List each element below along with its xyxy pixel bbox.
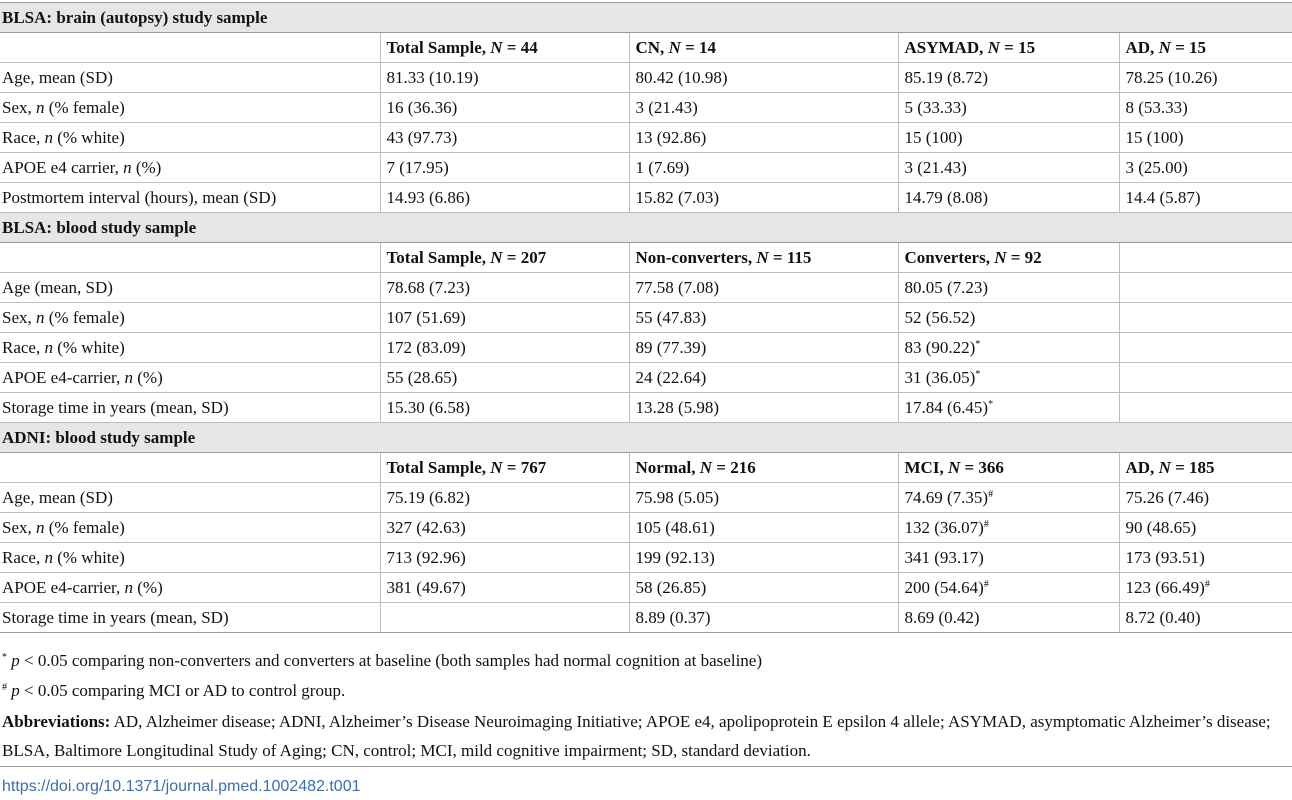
cell-value: 74.69 (7.35): [904, 487, 989, 507]
row-label: [0, 63, 380, 93]
cell-value: 31 (36.05): [904, 367, 976, 387]
table-row: [0, 363, 1292, 393]
table-cell: [898, 333, 1119, 363]
column-header-label: Converters,: [904, 247, 995, 267]
table-cell: [898, 303, 1119, 333]
column-header: Normal, N = 216: [629, 453, 898, 483]
table-cell: [629, 333, 898, 363]
table-body: [0, 3, 1292, 633]
table-cell: [1119, 93, 1292, 123]
table-cell: [629, 513, 898, 543]
row-label-text: (% female): [44, 97, 125, 117]
column-header-label: MCI,: [904, 457, 948, 477]
table-cell: [380, 483, 629, 513]
cell-value: 80.42 (10.98): [635, 67, 728, 87]
n-symbol: N: [1158, 457, 1171, 477]
table-cell: [1119, 183, 1292, 213]
cell-value: 15 (100): [904, 127, 963, 147]
column-header-label: Total Sample,: [386, 457, 491, 477]
table-cell: [380, 123, 629, 153]
column-header-label: AD,: [1125, 457, 1159, 477]
row-label-text: Race,: [2, 337, 45, 357]
table-cell: [629, 573, 898, 603]
n-symbol: n: [124, 577, 134, 597]
cell-value: 173 (93.51): [1125, 547, 1205, 567]
table-row: [0, 183, 1292, 213]
cell-value: 75.98 (5.05): [635, 487, 720, 507]
cell-value: 3 (21.43): [904, 157, 967, 177]
sample-size: 366: [978, 457, 1004, 477]
header-blank-cell: [0, 453, 380, 483]
cell-value: 199 (92.13): [635, 547, 715, 567]
cell-value: 15 (100): [1125, 127, 1184, 147]
p-symbol: p: [11, 681, 20, 700]
significance-mark: #: [988, 488, 994, 500]
doi-link[interactable]: https://doi.org/10.1371/journal.pmed.1002482.t001: [2, 778, 361, 795]
n-symbol: N: [947, 457, 961, 477]
row-label: [0, 483, 380, 513]
column-header: CN, N = 14: [629, 33, 898, 63]
table-cell: [1119, 603, 1292, 633]
cell-value: 17.84 (6.45): [904, 397, 989, 417]
table-cell: [1119, 123, 1292, 153]
row-label: [0, 333, 380, 363]
sample-size: 92: [1024, 247, 1042, 267]
column-header: Converters, N = 92: [898, 243, 1119, 273]
significance-mark: *: [988, 398, 994, 410]
row-label-text: Race,: [2, 547, 45, 567]
cell-value: 5 (33.33): [904, 97, 967, 117]
table-cell: [380, 273, 629, 303]
table-cell: [1119, 303, 1292, 333]
table-cell: [1119, 153, 1292, 183]
abbreviations-note: [2, 707, 1282, 765]
demographics-table: [0, 2, 1292, 633]
column-header-label: Non-converters,: [635, 247, 757, 267]
cell-value: 3 (25.00): [1125, 157, 1188, 177]
n-symbol: N: [490, 247, 503, 267]
cell-value: 81.33 (10.19): [386, 67, 479, 87]
n-symbol: N: [668, 37, 681, 57]
cell-value: 123 (66.49): [1125, 577, 1205, 597]
cell-value: 14.93 (6.86): [386, 187, 471, 207]
row-label-text: Age (mean, SD): [2, 277, 113, 297]
cell-value: 58 (26.85): [635, 577, 707, 597]
column-header-label: Total Sample,: [386, 37, 491, 57]
table-cell: [629, 303, 898, 333]
cell-value: 24 (22.64): [635, 367, 707, 387]
column-header: [1119, 243, 1292, 273]
n-symbol: N: [1158, 37, 1171, 57]
row-label: [0, 273, 380, 303]
table-cell: [629, 63, 898, 93]
footnotes: [2, 646, 1282, 765]
column-header-label: AD,: [1125, 37, 1159, 57]
table-cell: [629, 273, 898, 303]
column-header: MCI, N = 366: [898, 453, 1119, 483]
section-title: BLSA: blood study sample: [0, 213, 1292, 243]
table-cell: [380, 573, 629, 603]
n-symbol: n: [124, 367, 134, 387]
section-title-row: [0, 3, 1292, 33]
sample-size: 14: [699, 37, 717, 57]
cell-value: 75.19 (6.82): [386, 487, 471, 507]
row-label-text: (% female): [44, 517, 125, 537]
cell-value: 13 (92.86): [635, 127, 707, 147]
table-row: [0, 513, 1292, 543]
row-label: [0, 93, 380, 123]
row-label: [0, 573, 380, 603]
row-label-text: Race,: [2, 127, 45, 147]
section-title-row: [0, 213, 1292, 243]
row-label-text: (% female): [44, 307, 125, 327]
table-cell: [898, 93, 1119, 123]
table-cell: [629, 363, 898, 393]
cell-value: 83 (90.22): [904, 337, 976, 357]
column-header-label: Normal,: [635, 457, 700, 477]
table-cell: [898, 573, 1119, 603]
table-cell: [1119, 573, 1292, 603]
cell-value: 713 (92.96): [386, 547, 466, 567]
table-row: [0, 483, 1292, 513]
table-row: [0, 393, 1292, 423]
abbreviations-label: Abbreviations:: [2, 712, 111, 731]
cell-value: 55 (28.65): [386, 367, 458, 387]
significance-mark: #: [1204, 578, 1210, 590]
table-row: [0, 93, 1292, 123]
table-cell: [380, 153, 629, 183]
cell-value: 381 (49.67): [386, 577, 466, 597]
sample-size: 115: [786, 247, 812, 267]
row-label-text: (% white): [52, 547, 125, 567]
cell-value: 1 (7.69): [635, 157, 690, 177]
column-header-label: CN,: [635, 37, 669, 57]
column-header-label: ASYMAD,: [904, 37, 988, 57]
row-label-text: APOE e4 carrier,: [2, 157, 124, 177]
n-symbol: n: [44, 547, 53, 567]
table-cell: [898, 63, 1119, 93]
n-symbol: n: [44, 337, 53, 357]
footnote-mci-ad: [2, 676, 1282, 706]
row-label-text: Storage time in years (mean, SD): [2, 607, 229, 627]
table-cell: [380, 393, 629, 423]
table-cell: [898, 513, 1119, 543]
row-label-text: (% white): [52, 337, 125, 357]
column-header: AD, N = 185: [1119, 453, 1292, 483]
row-label-text: Postmortem interval (hours), mean (SD): [2, 187, 277, 207]
cell-value: 132 (36.07): [904, 517, 984, 537]
n-symbol: N: [699, 457, 712, 477]
cell-value: 15.30 (6.58): [386, 397, 471, 417]
table-cell: [380, 63, 629, 93]
sample-size: 15: [1189, 37, 1207, 57]
column-header-row: [0, 243, 1292, 273]
row-label: [0, 393, 380, 423]
table-row: [0, 303, 1292, 333]
table-cell: [380, 93, 629, 123]
sample-size: 207: [520, 247, 547, 267]
table-cell: [898, 393, 1119, 423]
cell-value: 8.89 (0.37): [635, 607, 711, 627]
n-symbol: N: [490, 37, 503, 57]
sample-size: 185: [1189, 457, 1215, 477]
cell-value: 14.79 (8.08): [904, 187, 989, 207]
column-header: AD, N = 15: [1119, 33, 1292, 63]
cell-value: 341 (93.17): [904, 547, 984, 567]
n-symbol: n: [44, 127, 53, 147]
row-label-text: Sex,: [2, 97, 36, 117]
table-cell: [1119, 63, 1292, 93]
cell-value: 75.26 (7.46): [1125, 487, 1210, 507]
sample-size: 216: [730, 457, 756, 477]
cell-value: 43 (97.73): [386, 127, 458, 147]
table-row: [0, 153, 1292, 183]
footnote-mark: #: [2, 682, 7, 693]
row-label-text: Sex,: [2, 307, 36, 327]
row-label-text: (% white): [52, 127, 125, 147]
cell-value: 105 (48.61): [635, 517, 715, 537]
table-row: [0, 603, 1292, 633]
column-header: Total Sample, N = 44: [380, 33, 629, 63]
table-cell: [380, 183, 629, 213]
row-label-text: Storage time in years (mean, SD): [2, 397, 229, 417]
table-cell: [629, 603, 898, 633]
table-cell: [380, 543, 629, 573]
abbreviations-text: AD, Alzheimer disease; ADNI, Alzheimer’s Disease Neuroimaging Initiative; APOE e4, apolipoprotein E epsilon 4 allele; ASYMAD, asymptomatic Alzheimer’s disease; BLSA, Baltimore Longitudinal Study of Aging; CN, control; MCI, mild cognitive impairment; SD, standard deviation.: [2, 712, 1271, 760]
cell-value: 89 (77.39): [635, 337, 707, 357]
n-symbol: n: [36, 307, 45, 327]
row-label-text: (%): [133, 367, 163, 387]
cell-value: 3 (21.43): [635, 97, 698, 117]
cell-value: 200 (54.64): [904, 577, 984, 597]
table-row: [0, 63, 1292, 93]
table-cell: [898, 273, 1119, 303]
cell-value: 107 (51.69): [386, 307, 466, 327]
cell-value: 80.05 (7.23): [904, 277, 989, 297]
cell-value: 77.58 (7.08): [635, 277, 720, 297]
n-symbol: N: [490, 457, 503, 477]
table-cell: [380, 303, 629, 333]
section-title: BLSA: brain (autopsy) study sample: [0, 3, 1292, 33]
footnote-converters: [2, 646, 1282, 676]
cell-value: 7 (17.95): [386, 157, 449, 177]
significance-mark: #: [983, 518, 989, 530]
table-cell: [898, 543, 1119, 573]
table-cell: [898, 363, 1119, 393]
cell-value: 15.82 (7.03): [635, 187, 720, 207]
footnote-text: < 0.05 comparing MCI or AD to control group.: [19, 681, 346, 700]
table-cell: [898, 603, 1119, 633]
section-title: ADNI: blood study sample: [0, 423, 1292, 453]
row-label-text: APOE e4-carrier,: [2, 367, 125, 387]
row-label-text: Age, mean (SD): [2, 67, 113, 87]
n-symbol: N: [756, 247, 769, 267]
cell-value: 13.28 (5.98): [635, 397, 720, 417]
n-symbol: N: [994, 247, 1007, 267]
table-cell: [629, 123, 898, 153]
table-cell: [629, 183, 898, 213]
table-row: [0, 573, 1292, 603]
row-label: [0, 153, 380, 183]
table-cell: [1119, 363, 1292, 393]
table-row: [0, 273, 1292, 303]
sample-size: 15: [1018, 37, 1036, 57]
table-cell: [1119, 273, 1292, 303]
table-cell: [629, 393, 898, 423]
table-cell: [1119, 393, 1292, 423]
cell-value: 16 (36.36): [386, 97, 458, 117]
table-cell: [1119, 513, 1292, 543]
header-blank-cell: [0, 33, 380, 63]
table-cell: [380, 603, 629, 633]
row-label-text: (%): [131, 157, 162, 177]
column-header: ASYMAD, N = 15: [898, 33, 1119, 63]
cell-value: 90 (48.65): [1125, 517, 1197, 537]
table-cell: [1119, 543, 1292, 573]
table-cell: [629, 543, 898, 573]
table-cell: [629, 93, 898, 123]
table-cell: [1119, 483, 1292, 513]
cell-value: 78.68 (7.23): [386, 277, 471, 297]
header-blank-cell: [0, 243, 380, 273]
significance-mark: *: [975, 338, 981, 350]
cell-value: 327 (42.63): [386, 517, 466, 537]
n-symbol: n: [36, 517, 45, 537]
column-header-row: [0, 33, 1292, 63]
sample-size: 44: [520, 37, 538, 57]
cell-value: 85.19 (8.72): [904, 67, 989, 87]
table-row: [0, 123, 1292, 153]
table-cell: [898, 483, 1119, 513]
n-symbol: n: [123, 157, 132, 177]
n-symbol: N: [987, 37, 1000, 57]
table-cell: [1119, 333, 1292, 363]
cell-value: 78.25 (10.26): [1125, 67, 1218, 87]
table-cell: [898, 123, 1119, 153]
row-label: [0, 363, 380, 393]
footnote-mark: *: [2, 652, 7, 663]
footnote-text: < 0.05 comparing non-converters and converters at baseline (both samples had normal cognition at baseline): [19, 651, 762, 670]
cell-value: 14.4 (5.87): [1125, 187, 1201, 207]
table-row: [0, 333, 1292, 363]
row-label: [0, 603, 380, 633]
table-cell: [898, 153, 1119, 183]
table-cell: [629, 153, 898, 183]
significance-mark: #: [983, 578, 989, 590]
bottom-rule: [0, 766, 1292, 767]
cell-value: 8 (53.33): [1125, 97, 1188, 117]
column-header-row: [0, 453, 1292, 483]
column-header-label: Total Sample,: [386, 247, 491, 267]
row-label-text: Age, mean (SD): [2, 487, 113, 507]
column-header: Non-converters, N = 115: [629, 243, 898, 273]
table-cell: [380, 513, 629, 543]
significance-mark: *: [975, 368, 981, 380]
table-cell: [629, 483, 898, 513]
row-label: [0, 303, 380, 333]
cell-value: 172 (83.09): [386, 337, 466, 357]
row-label: [0, 513, 380, 543]
column-header: Total Sample, N = 767: [380, 453, 629, 483]
row-label: [0, 183, 380, 213]
column-header: Total Sample, N = 207: [380, 243, 629, 273]
cell-value: 52 (56.52): [904, 307, 976, 327]
cell-value: 8.72 (0.40): [1125, 607, 1201, 627]
section-title-row: [0, 423, 1292, 453]
sample-size: 767: [520, 457, 547, 477]
table-cell: [898, 183, 1119, 213]
row-label: [0, 543, 380, 573]
p-symbol: p: [11, 651, 20, 670]
table-cell: [380, 333, 629, 363]
cell-value: 8.69 (0.42): [904, 607, 980, 627]
table-row: [0, 543, 1292, 573]
n-symbol: n: [36, 97, 45, 117]
row-label-text: (%): [133, 577, 163, 597]
cell-value: 55 (47.83): [635, 307, 707, 327]
row-label-text: Sex,: [2, 517, 36, 537]
table-cell: [380, 363, 629, 393]
row-label-text: APOE e4-carrier,: [2, 577, 125, 597]
row-label: [0, 123, 380, 153]
